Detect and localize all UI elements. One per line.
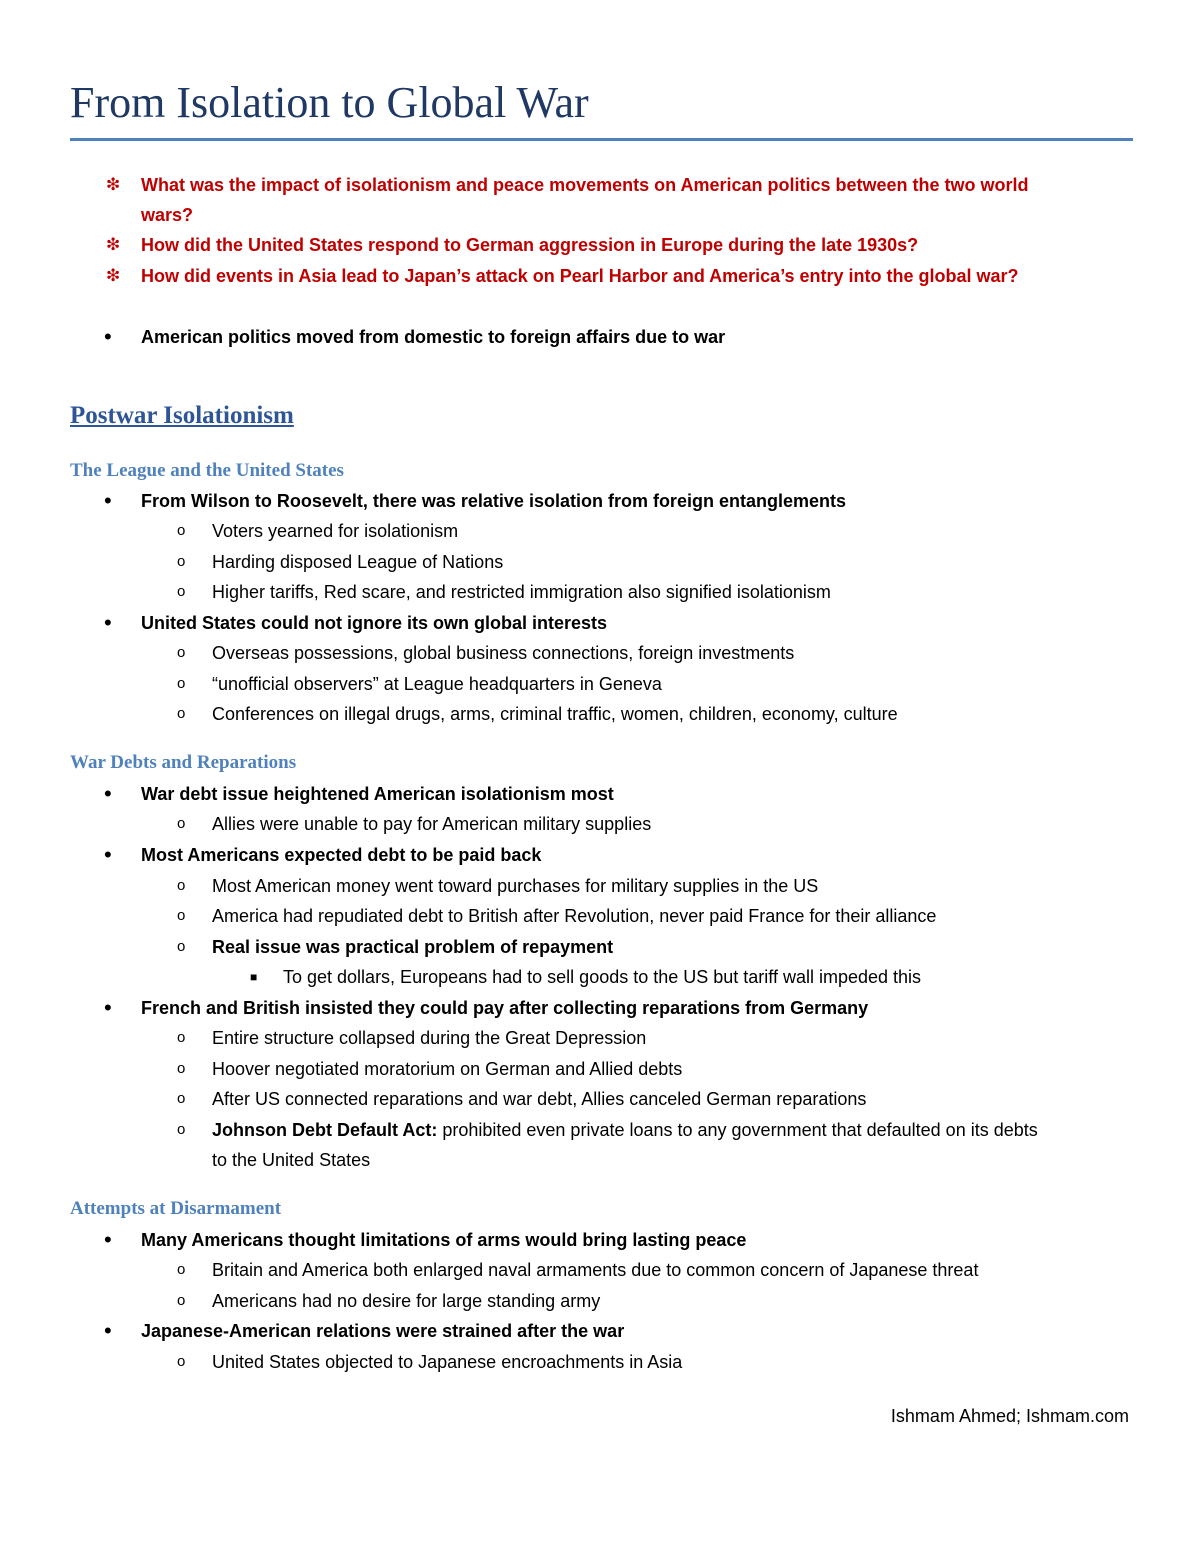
circle-bullet-icon: o (177, 522, 186, 539)
circle-bullet-icon: o (177, 553, 186, 570)
intro-bullet: American politics moved from domestic to foreign affairs due to war (141, 327, 726, 347)
list-item: To get dollars, Europeans had to sell goods to the US but tariff wall impeded this (283, 967, 922, 987)
circle-bullet-icon: o (177, 583, 186, 600)
circle-bullet-icon: o (177, 815, 186, 832)
bullet-icon: • (104, 842, 112, 867)
list-item: America had repudiated debt to British after Revolution, never paid France for their alliance (212, 906, 937, 926)
square-bullet-icon: ■ (250, 970, 258, 984)
list-item: Most Americans expected debt to be paid back (141, 845, 542, 865)
question-3: How did events in Asia lead to Japan’s attack on Pearl Harbor and America’s entry into the global war? (141, 266, 1019, 286)
list-item: Hoover negotiated moratorium on German and Allied debts (212, 1059, 683, 1079)
list-item-continued: to the United States (212, 1150, 371, 1170)
list-item: Japanese-American relations were strained after the war (141, 1321, 625, 1341)
diamond-bullet-icon: ❇ (106, 235, 121, 254)
circle-bullet-icon: o (177, 675, 186, 692)
circle-bullet-icon: o (177, 644, 186, 661)
page-title: From Isolation to Global War (70, 78, 589, 127)
list-item: Higher tariffs, Red scare, and restricted immigration also signified isolationism (212, 582, 831, 602)
list-item: “unofficial observers” at League headquarters in Geneva (212, 674, 662, 694)
circle-bullet-icon: o (177, 705, 186, 722)
subheading-war-debts: War Debts and Reparations (70, 752, 297, 773)
bullet-icon: • (104, 1318, 112, 1343)
list-item: Entire structure collapsed during the Great Depression (212, 1028, 647, 1048)
johnson-act-text: prohibited even private loans to any government that defaulted on its debts (437, 1120, 1038, 1140)
section-heading-postwar-isolationism: Postwar Isolationism (70, 402, 294, 429)
list-item: United States objected to Japanese encroachments in Asia (212, 1352, 683, 1372)
bullet-icon: • (104, 995, 112, 1020)
list-item: From Wilson to Roosevelt, there was relative isolation from foreign entanglements (141, 491, 846, 511)
circle-bullet-icon: o (177, 1261, 186, 1278)
list-item: United States could not ignore its own global interests (141, 613, 608, 633)
list-item: Many Americans thought limitations of arms would bring lasting peace (141, 1230, 747, 1250)
list-item: Real issue was practical problem of repayment (212, 937, 614, 957)
johnson-act-label: Johnson Debt Default Act: (212, 1120, 438, 1140)
bullet-icon: • (104, 610, 112, 635)
list-item: Harding disposed League of Nations (212, 552, 504, 572)
subheading-league: The League and the United States (70, 460, 344, 481)
list-item: Voters yearned for isolationism (212, 521, 459, 541)
question-1-continued: wars? (141, 205, 194, 225)
list-item: After US connected reparations and war debt, Allies canceled German reparations (212, 1089, 867, 1109)
bullet-icon: • (104, 781, 112, 806)
bullet-icon: • (104, 324, 112, 349)
circle-bullet-icon: o (177, 907, 186, 924)
list-item: War debt issue heightened American isolationism most (141, 784, 614, 804)
diamond-bullet-icon: ❇ (106, 175, 121, 194)
circle-bullet-icon: o (177, 1353, 186, 1370)
list-item-johnson-act (212, 1118, 1038, 1142)
list-item: Conferences on illegal drugs, arms, criminal traffic, women, children, economy, culture (212, 704, 898, 724)
subheading-disarmament: Attempts at Disarmament (70, 1198, 282, 1219)
list-item: French and British insisted they could pay after collecting reparations from Germany (141, 998, 869, 1018)
circle-bullet-icon: o (177, 938, 186, 955)
list-item: Most American money went toward purchases for military supplies in the US (212, 876, 819, 896)
circle-bullet-icon: o (177, 1060, 186, 1077)
diamond-bullet-icon: ❇ (106, 266, 121, 285)
question-1: What was the impact of isolationism and peace movements on American politics between the two world (141, 175, 1029, 195)
question-2: How did the United States respond to German aggression in Europe during the late 1930s? (141, 235, 919, 255)
circle-bullet-icon: o (177, 1121, 186, 1138)
circle-bullet-icon: o (177, 1029, 186, 1046)
bullet-icon: • (104, 488, 112, 513)
circle-bullet-icon: o (177, 1292, 186, 1309)
footer-author: Ishmam Ahmed; Ishmam.com (890, 1406, 1129, 1426)
list-item: Allies were unable to pay for American military supplies (212, 814, 652, 834)
list-item: Americans had no desire for large standing army (212, 1291, 601, 1311)
bullet-icon: • (104, 1227, 112, 1252)
circle-bullet-icon: o (177, 877, 186, 894)
title-underline (70, 138, 1133, 141)
circle-bullet-icon: o (177, 1090, 186, 1107)
list-item: Britain and America both enlarged naval armaments due to common concern of Japanese threat (212, 1260, 979, 1280)
list-item: Overseas possessions, global business connections, foreign investments (212, 643, 795, 663)
